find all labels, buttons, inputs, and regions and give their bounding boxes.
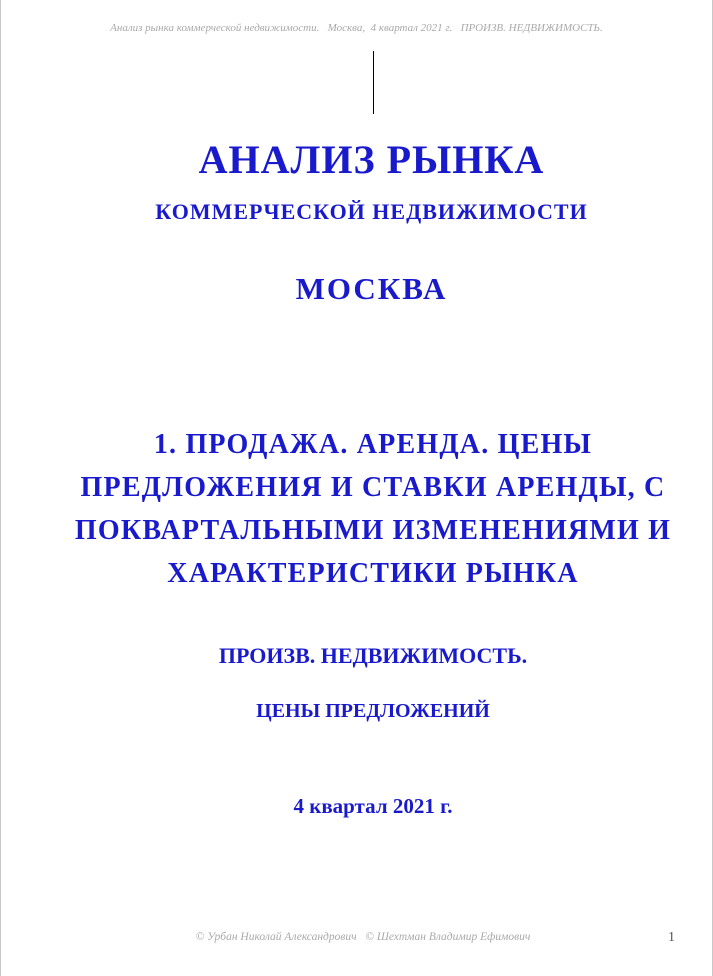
- document-subtitle: КОММЕРЧЕСКОЙ НЕДВИЖИМОСТИ: [155, 199, 588, 224]
- report-period: 4 квартал 2021 г.: [293, 794, 453, 818]
- running-header: Анализ рынка коммерческой недвижимости. Москва, 4 квартал 2021 г. ПРОИЗВ. НЕДВИЖИМОСТЬ.: [110, 22, 603, 34]
- page-number: 1: [668, 930, 675, 945]
- price-type: ЦЕНЫ ПРЕДЛОЖЕНИЙ: [256, 700, 490, 722]
- section-heading: 1. ПРОДАЖА. АРЕНДА. ЦЕНЫ ПРЕДЛОЖЕНИЯ И СТАВКИ АРЕНДЫ, С ПОКВАРТАЛЬНЫМИ ИЗМЕНЕНИЯМИ И ХАРАКТЕРИСТИКИ РЫНКА: [74, 429, 672, 589]
- city-name: МОСКВА: [295, 271, 448, 306]
- text-cursor: [373, 51, 374, 114]
- document-title: АНАЛИЗ РЫНКА: [198, 137, 545, 182]
- footer-copyright: © Урбан Николай Александрович © Шехтман Владимир Ефимович: [195, 931, 531, 943]
- market-segment: ПРОИЗВ. НЕДВИЖИМОСТЬ.: [218, 643, 528, 668]
